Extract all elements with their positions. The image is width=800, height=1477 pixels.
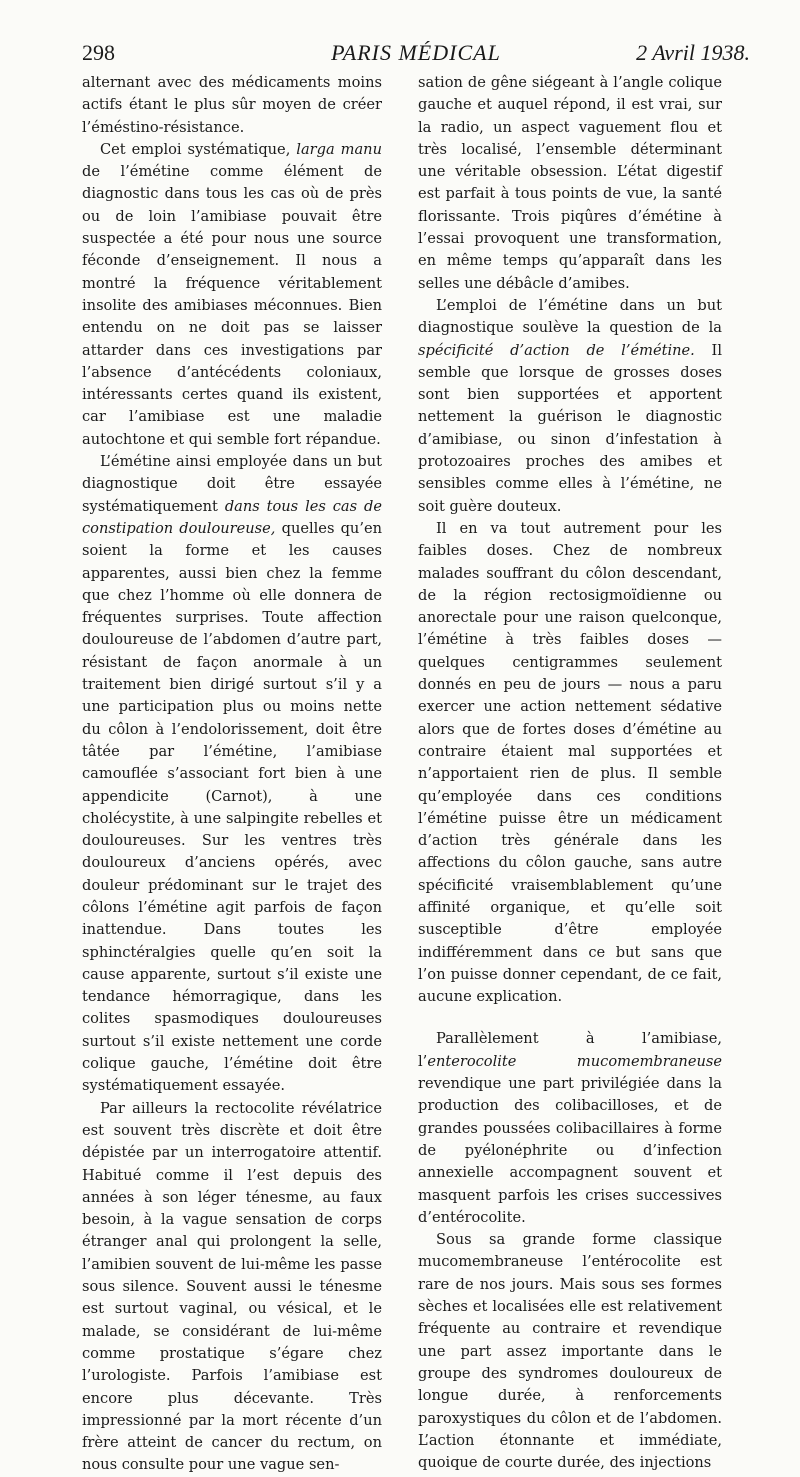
paragraph: Parallèlement à l’amibiase, l’enterocolite mucomembraneuse revendique une part privilégiée dans la production des colibacilloses, et de grandes poussées colibacillaires à forme de pyélonéphrite ou d’infection annexielle accompagnent souvent et masquent parfois les crises successives d’entérocolite. [418, 1030, 722, 1226]
paragraph: L’emploi de l’émétine dans un but diagnostique soulève la question de la spécificité d’action de l’émétine. Il semble que lorsque de grosses doses sont bien supportées et apportent nettement la guérison le diagnostic d’amibiase, ou sinon d’infestation à protozoaires proches des amibes et sensibles comme elles à l’émétine, ne soit guère douteux. [418, 296, 722, 515]
paragraph: Par ailleurs la rectocolite révélatrice est souvent très discrète et doit être dépistée par un interrogatoire attentif. Habitué comme il l’est depuis des années à son léger ténesme, au faux besoin, à la vague sensation de corps étranger anal qui prolongent la selle, l’amibien souvent de lui-même les passe sous silence. Souvent aussi le ténesme est surtout vaginal, ou vésical, et le malade, se considérant de lui-même comme prostatique s’égare chez l’urologiste. Parfois l’amibiase est encore plus décevante. Très impressionné par la mort récente d’un frère atteint de cancer du rectum, on nous consulte pour une vague sen- [82, 1099, 382, 1474]
paragraph: Sous sa grande forme classique mucomembraneuse l’entérocolite est rare de nos jours. Mais sous ses formes sèches et localisées elle est relativement fréquente au contraire et revendique une part assez importante dans le groupe des syndromes douloureux de longue durée, à renforcements paroxystiques du côlon et de l’abdomen. L’action étonnante et immédiate, quoique de courte durée, des injections [418, 1231, 722, 1472]
italic-phrase: dans tous les cas de constipation douloureuse, [82, 497, 382, 537]
page-number: 298 [82, 40, 115, 65]
paragraph: alternant avec des médicaments moins actifs étant le plus sûr moyen de créer l’éméstino-résistance. [82, 74, 382, 136]
paragraph: sation de gêne siégeant à l’angle colique gauche et auquel répond, il est vrai, sur la radio, un aspect vaguement flou et très localisé, l’ensemble déterminant une véritable obsession. L’état digestif est parfait à tous points de vue, la santé florissante. Trois piqûres d’émétine à l’essai provoquent une transformation, en même temps qu’apparaît dans les selles une débâcle d’amibes. [418, 74, 722, 292]
page-header [82, 40, 750, 70]
journal-title: PARIS MÉDICAL [331, 40, 501, 65]
paragraph: L’émétine ainsi employée dans un but diagnostique doit être essayée systématiquement dans tous les cas de constipation douloureuse, quelles qu’en soient la forme et les causes apparentes, aussi bien chez la femme que chez l’homme où elle donnera de fréquentes surprises. Toute affection douloureuse de l’abdomen d’autre part, résistant de façon anormale à un traitement bien dirigé surtout s’il y a une participation plus ou moins nette du côlon à l’endolorissement, doit être tâtée par l’émétine, l’amibiase camouflée s’associant fort bien à une appendicite (Carnot), à une cholécystite, à une salpingite rebelles et douloureuses. Sur les ventres très douloureux d’anciens opérés, avec douleur prédominant sur le trajet des côlons l’émétine agit parfois de façon inattendue. Dans toutes les sphinctéralgies quelle qu’en soit la cause apparente, surtout s’il existe une tendance hémorragique, dans les colites spasmodiques douloureuses surtout s’il existe nettement une corde colique gauche, l’émétine doit être systématiquement essayée. [82, 453, 382, 1095]
paragraph: Cet emploi systématique, larga manu de l’émétine comme élément de diagnostic dans tous les cas où de près ou de loin l’amibiase pouvait être suspectée a été pour nous une source féconde d’enseignement. Il nous a montré la fréquence véritablement insolite des amibiases méconnues. Bien entendu on ne doit pas se laisser attarder dans ces investigations par l’absence d’antécédents coloniaux, intéressants certes quand ils existent, car l’amibiase est une maladie autochtone et qui semble fort répandue. [82, 140, 382, 448]
paragraph: Il en va tout autrement pour les faibles doses. Chez de nombreux malades souffrant du côlon descendant, de la région rectosigmoïdienne ou anorectale pour une raison quelconque, l’émétine à très faibles doses — quelques centigrammes seulement donnés en peu de jours — nous a paru exercer une action nettement sédative alors que de fortes doses d’émétine au contraire étaient mal supportées et n’apportaient rien de plus. Il semble qu’employée dans ces conditions l’émétine puisse être un médicament d’action très générale dans les affections du côlon gauche, sans autre spécificité vraisemblablement qu’une affinité organique, et qu’elle soit susceptible d’être employée indifféremment dans ce but sans que l’on puisse donner cependant, de ce fait, aucune explication. [418, 519, 722, 1006]
issue-date: 2 Avril 1938. [636, 40, 750, 65]
italic-phrase: spécificité d’action de l’émétine. [418, 341, 695, 359]
left-column [82, 72, 382, 1477]
right-column [418, 72, 722, 1474]
italic-phrase: enterocolite mucomembraneuse [427, 1052, 722, 1070]
italic-phrase: larga manu [296, 140, 382, 158]
